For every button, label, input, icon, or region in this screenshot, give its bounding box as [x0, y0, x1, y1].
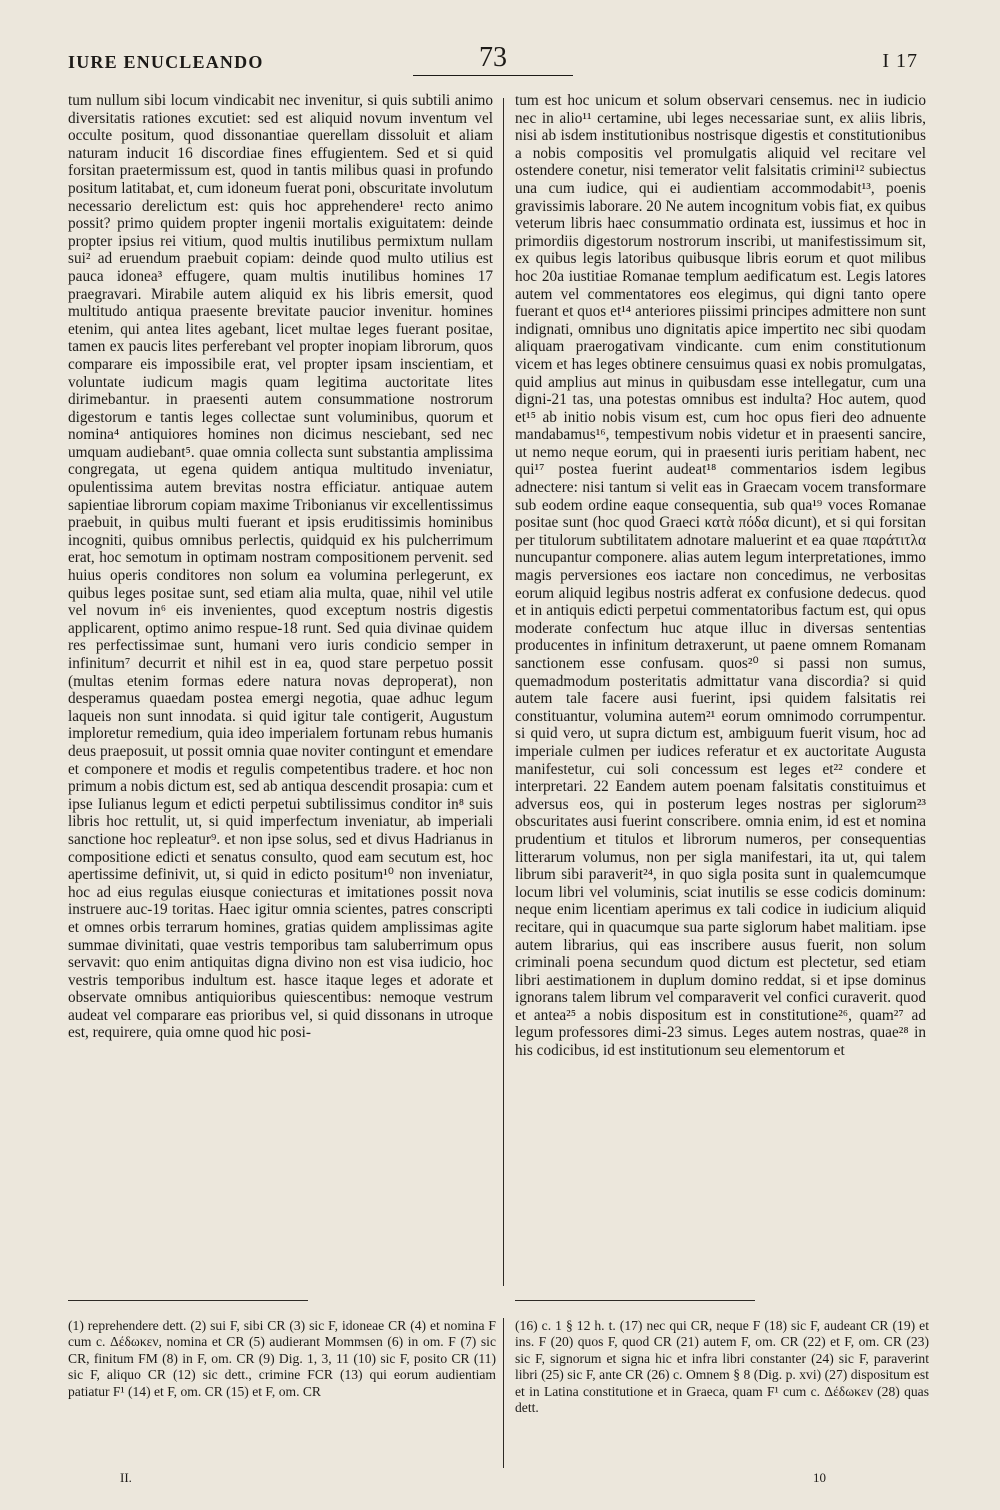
- right-column-text: tum est hoc unicum et solum observari censemus. nec in iudicio nec in alio¹¹ certamine, ubi leges necessariae sunt, ex aliis libris, nisi ab isdem institutionibus nostrisque digestis et constitutionibus a nobis compositis vel promulgatis aliquid vel recitare vel ostendere conetur, nisi temerator velit falsitatis crimini¹² subiectus una cum iudice, qui ei audientiam accommodabit¹³, poenis gravissimis laborare. 20 Ne autem incognitum vobis fiat, ex quibus veterum libris haec consummatio ordinata est, iussimus et hoc in primordiis digestorum nostrorum inscribi, ut manifestissimum sit, ex quibus legis latoribus quibusque libris eorum et quot milibus hoc 20a iustitiae Romanae templum aedificatum est. Legis latores autem vel commentatores eos elegimus, qui digni tanto opere fuerant et quos et¹⁴ anteriores piissimi principes admittere non sunt indignati, omnibus uno dignitatis apice impertito nec sibi quodam aliquam praerogativam vindicante. cum enim constitutionum vicem et has leges obtinere censuimus quasi ex nobis promulgatas, quid amplius aut minus in quibusdam esse intellegatur, cum una digni-21 tas, una potestas omnibus est indulta? Hoc autem, quod et¹⁵ ab initio nobis visum est, cum hoc opus fieri deo adnuente mandabamus¹⁶, tempestivum nobis videtur et in praesenti sancire, ut nemo neque eorum, qui in praesenti iuris peritiam habent, nec qui¹⁷ postea fuerint audeat¹⁸ commentarios isdem legibus adnectere: nisi tantum si velit eas in Graecam vocem transformare sub eodem ordine eaque consequentia, sub qua¹⁹ voces Romanae positae sunt (hoc quod Graeci κατὰ πόδα dicunt), et si qui forsitan per titulorum subtilitatem adnotare maluerint et ea quae παράτιτλα nuncupantur componere. alias autem legum interpretationes, immo magis perversiones eos iactare non concedimus, ne verbositas eorum aliquid legibus nostris adferat ex confusione dedecus. quod et in antiquis edicti perpetui commentatoribus factum est, qui opus moderate confectum huc atque illuc in diversas sententias producentes in infinitum detraxerunt, ut paene omnem Romanam sanctionem esse confusam. quos²⁰ si passi non sumus, quemadmodum posteritatis admittatur vana discordia? si quid autem tale facere ausi fuerint, ipsi quidem falsitatis rei constituantur, volumina autem²¹ eorum omnimodo corrumpentur. si quid vero, ut supra dictum est, ambiguum fuerit visum, hoc ad imperiale culmen per iudices referatur et ex auctoritate Augusta manifestetur, cui soli concessum est leges et²² condere et interpretari. 22 Eandem autem poenam falsitatis constituimus et adversus eos, qui in posterum leges nostras per siglorum²³ obscuritates ausi fuerint conscribere. omnia enim, id est et nomina prudentium et titulos et librorum numeros, per consequentias litterarum volumus, non per sigla manifestari, ita ut, qui talem librum sibi paraverit²⁴, in quo sigla posita sunt in qualemcumque locum libri vel voluminis, sciat inutilis se esse codicis dominum: neque enim licentiam aperimus ex tali codice in iudicium aliquid recitare, qui in quacumque sua parte siglorum habet malitiam. ipse autem librarius, qui eas inscribere ausus fuerit, non solum criminali poena secundum quod dictum est plectetur, sed etiam libri aestimationem in duplum domino reddat, si et ipse dominus ignorans talem librum vel comparaverit vel confici curaverit. quod et antea²⁵ a nobis dispositum est in constitutione²⁶, quam²⁷ ad legum professores dimi-23 simus. Leges autem nostras, quae²⁸ in his codicibus, id est institutionum seu elementorum et: [515, 92, 926, 1060]
- footnotes-right-column: [515, 1318, 929, 1416]
- footnote-rule-left: [68, 1300, 308, 1301]
- running-head-title: IURE ENUCLEANDO: [68, 52, 264, 72]
- footnotes-right-text: (16) c. 1 § 12 h. t. (17) nec qui CR, neque F (18) sic F, audeant CR (19) et ins. F (20) quos F, quod CR (21) autem F, om. CR (22) et F, om. CR (23) sic F, signorum et signa hic et infra libri constanter (24) sic F, paraverint libri (25) sic F, ante CR (26) c. Omnem § 8 (Dig. p. xvi) (27) dispositum est et in Latina constitutione et in Graeca, quam F¹ cum c. Δέδωκεν (28) quas dett.: [515, 1318, 929, 1416]
- main-text-left-column: [68, 92, 493, 1042]
- footnote-rule-right: [515, 1300, 755, 1301]
- footnotes-divider: [503, 1318, 504, 1468]
- main-text-right-column: [515, 92, 926, 1060]
- section-reference: I 17: [882, 50, 918, 72]
- running-head: [68, 44, 918, 80]
- signature-mark-left: II.: [120, 1470, 132, 1485]
- page-number: 73: [413, 44, 573, 76]
- signature-mark-right: 10: [813, 1470, 826, 1485]
- column-divider: [503, 98, 504, 1286]
- footnotes-left-text: (1) reprehendere dett. (2) sui F, sibi CR (3) sic F, idoneae CR (4) et nomina F cum c. Δέδωκεν, nomina et CR (5) audierant Mommsen (6) in om. F (7) sic CR, finitum FM (8) in F, om. CR (9) Dig. 1, 3, 11 (10) sic F, posito CR (11) sic F, aliquo CR (12) sic dett., crimine FCR (13) qui eorum audientiam patiatur F¹ (14) et F, om. CR (15) et F, om. CR: [68, 1318, 496, 1399]
- left-column-text: tum nullum sibi locum vindicabit nec invenitur, si quis subtili animo diversitatis rationes excutiet: sed est aliquid novum inventum vel occulte positum, quod dissonantiae querellam dissoluit et aliam naturam inducit 16 discordiae fines effugientem. Sed et si quid forsitan praetermissum est, quod in tantis milibus quasi in profundo positum latitabat, et, cum idoneum fuerat poni, obscuritate involutum necessario derelictum est: quis hoc apprehendere¹ recto animo possit? primo quidem propter ingenii mortalis exiguitatem: deinde propter ipsius rei vitium, quod multis inutilibus permixtum nullam sui² ad eruendum praebuit copiam: deinde quod multo utilius est pauca idonea³ effugere, quam multis inutilibus homines 17 praegravari. Mirabile autem aliquid ex his libris emersit, quod multitudo antiqua praesente brevitate paucior invenitur. homines etenim, qui antea lites agebant, licet multae leges fuerant positae, tamen ex paucis lites perferebant vel propter inopiam librorum, quos comparare eis impossibile erat, vel propter ipsam inscientiam, et voluntate iudicum magis quam legitima auctoritate lites dirimebantur. in praesenti autem consummatione nostrorum digestorum e tantis leges collectae sunt voluminibus, quorum et nomina⁴ antiquiores homines non dicimus nesciebant, sed nec umquam audiebant⁵. quae omnia collecta sunt substantia amplissima congregata, ut egena quidem antiqua multitudo inveniatur, opulentissima autem brevitas nostra efficiatur. antiquae autem sapientiae librorum copiam maxime Tribonianus vir excellentissimus praebuit, in quibus multi fuerant et ipsis eruditissimis hominibus incogniti, quibus omnibus perlectis, quidquid ex his pulcherrimum erat, hoc semotum in optimam nostram compositionem pervenit. sed huius operis conditores non solum ea volumina perlegerunt, ex quibus leges positae sunt, sed etiam alia multa, quae, nihil vel utile vel novum in⁶ eis invenientes, quod exceptum nostris digestis applicarent, optimo animo respue-18 runt. Sed quia divinae quidem res perfectissimae sunt, humani vero iuris condicio semper in infinitum⁷ decurrit et nihil est in ea, quod stare perpetuo possit (multas etenim formas edere natura novas deproperat), non desperamus quaedam postea emergi negotia, quae adhuc legum laqueis non sunt innodata. si quid igitur tale contigerit, Augustum imploretur remedium, quia ideo imperialem fortunam rebus humanis deus praeposuit, ut possit omnia quae noviter contingunt et emendare et componere et modis et regulis competentibus tradere. et hoc non primum a nobis dictum est, sed ab antiqua descendit prosapia: cum et ipse Iulianus legum et edicti perpetui subtilissimus conditor in⁸ suis libris hoc rettulit, ut, si quid imperfectum inveniatur, ab imperiali sanctione hoc repleatur⁹. et non ipse solus, sed et divus Hadrianus in compositione edicti et senatus consulto, quod eam secutum est, hoc apertissime definivit, ut, si quid in edicto positum¹⁰ non inveniatur, hoc ad eius regulas eiusque coniecturas et imitationes possit nova instruere auc-19 toritas. Haec igitur omnia scientes, patres conscripti et omnes orbis terrarum homines, gratias quidem amplissimas agite summae divinitati, quae vestris temporibus tam saluberrimum opus servavit: quo enim antiquitas digna divino non est visa iudicio, hoc vestris temporibus indultum est. hasce itaque leges et adorate et observate omnibus antiquioribus quiescentibus: nemoque vestrum audeat vel comparare eas prioribus vel, si quid dissonans in utroque est, requirere, quia omne quod hic posi-: [68, 92, 493, 1042]
- footnotes-left-column: [68, 1318, 496, 1400]
